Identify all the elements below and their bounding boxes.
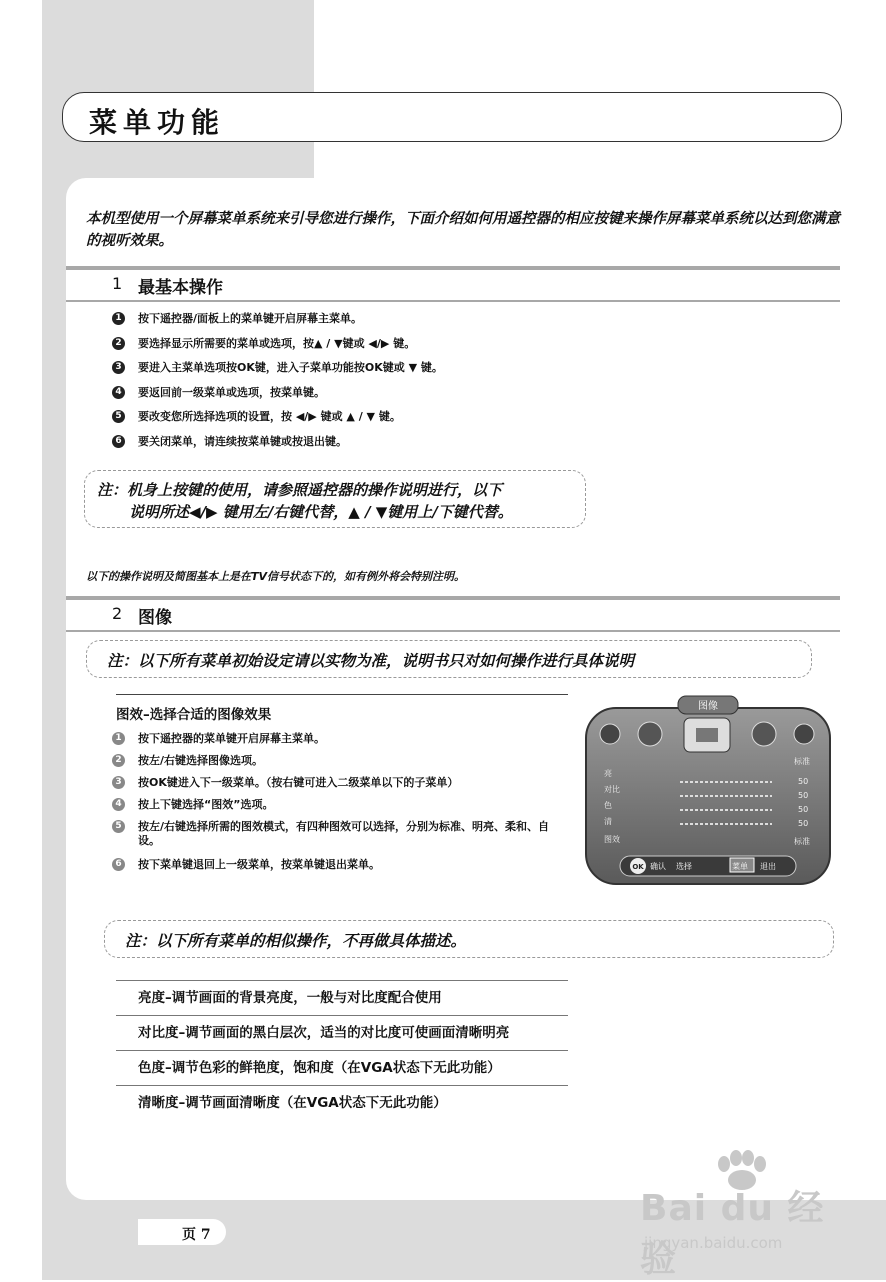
step-text: 要关闭菜单，请连续按菜单键或按退出键。 [138,434,347,448]
step-text: 要进入主菜单选项按OK键，进入子菜单功能按OK键或 ▼ 键。 [138,361,443,374]
note-initial-settings [86,640,812,678]
step-bullet-icon: 2 [112,337,125,350]
step-item [112,798,558,820]
step-bullet-icon: 5 [112,410,125,423]
step-item [112,312,443,337]
tv-menu-header: 图像 [698,701,718,712]
note-line-2: 说明所述◀/▶ 键用左/右键代替，▲ / ▼键用上/下键代替。 [129,503,513,521]
page-number-tab [138,1219,226,1245]
step-bullet-icon: 2 [112,754,125,767]
svg-text:对比: 对比 [604,785,620,794]
effect-steps-list [112,732,558,880]
baidu-watermark [640,1150,840,1280]
step-bullet-icon: 3 [112,361,125,374]
section-2-number: 2 [112,604,123,623]
step-bullet-icon: 5 [112,820,125,833]
step-item [112,361,443,386]
step-text: 按下遥控器的菜单键开启屏幕主菜单。 [138,732,325,745]
section-2-header [66,596,840,632]
step-item [112,386,443,411]
section-1-label: 最基本操作 [138,278,223,298]
step-bullet-icon: 6 [112,435,125,448]
note-initial-settings-text: 注：以下所有菜单初始设定请以实物为准，说明书只对如何操作进行具体说明 [107,651,635,670]
svg-text:选择: 选择 [676,862,692,871]
definition-item: 亮度–调节画面的背景亮度，一般与对比度配合使用 [116,980,568,1015]
effect-subtitle: 图效–选择合适的图像效果 [116,694,568,723]
section-1-number: 1 [112,274,123,293]
step-item [112,858,558,880]
step-text: 按下遥控器/面板上的菜单键开启屏幕主菜单。 [138,312,363,325]
step-bullet-icon: 4 [112,798,125,811]
svg-text:50: 50 [798,805,809,814]
svg-text:色: 色 [604,801,612,810]
svg-text:退出: 退出 [760,862,776,871]
definition-item: 色度–调节色彩的鲜艳度，饱和度（在VGA状态下无此功能） [116,1050,568,1085]
svg-text:OK: OK [632,863,644,871]
svg-text:亮: 亮 [604,769,612,778]
section-1-header [66,266,840,302]
step-bullet-icon: 1 [112,312,125,325]
step-item [112,410,443,435]
svg-text:菜单: 菜单 [732,862,748,871]
step-text: 要改变您所选择选项的设置，按 ◀/▶ 键或 ▲ / ▼ 键。 [138,410,401,423]
page-title: 菜单功能 [89,106,226,139]
definition-item: 对比度–调节画面的黑白层次，适当的对比度可使画面清晰明亮 [116,1015,568,1050]
step-bullet-icon: 1 [112,732,125,745]
step-text: 按上下键选择“图效”选项。 [138,798,274,811]
step-text: 按左/右键选择图像选项。 [138,754,264,767]
note-similar-ops [104,920,834,958]
basic-steps-list [112,312,443,459]
watermark-url: jingyan.baidu.com [644,1234,783,1252]
note-similar-ops-text: 注：以下所有菜单的相似操作，不再做具体描述。 [125,931,467,950]
step-bullet-icon: 3 [112,776,125,789]
svg-text:图效: 图效 [604,835,620,844]
step-bullet-icon: 6 [112,858,125,871]
step-item [112,435,443,460]
note-panel-buttons [84,470,586,528]
step-item [112,337,443,362]
page-title-box [62,92,842,142]
step-item [112,732,558,754]
svg-text:标准: 标准 [794,837,810,846]
intro-text: 本机型使用一个屏幕菜单系统来引导您进行操作，下面介绍如何用遥控器的相应按键来操作屏幕菜单系统以达到您满意的视听效果。 [86,211,840,249]
step-item [112,820,558,858]
definitions-list [116,980,568,1120]
step-text: 按下菜单键退回上一级菜单，按菜单键退出菜单。 [138,858,380,871]
svg-text:确认: 确认 [650,862,666,871]
svg-text:标准: 标准 [794,757,810,766]
svg-text:50: 50 [798,791,809,800]
page-number: 页 7 [182,1227,211,1243]
step-text: 按OK键进入下一级菜单。（按右键可进入二级菜单以下的子菜单） [138,776,459,789]
step-bullet-icon: 4 [112,386,125,399]
svg-text:清: 清 [604,817,612,826]
definition-item: 清晰度–调节画面清晰度（在VGA状态下无此功能） [116,1085,568,1120]
tv-menu-illustration [584,694,832,888]
step-text: 要返回前一级菜单或选项，按菜单键。 [138,385,325,399]
step-item [112,754,558,776]
svg-text:50: 50 [798,819,809,828]
step-text: 要选择显示所需要的菜单或选项，按▲ / ▼键或 ◀/▶ 键。 [138,336,416,350]
section-2-label: 图像 [138,608,172,628]
tv-state-note: 以下的操作说明及简图基本上是在TV信号状态下的，如有例外将会特别注明。 [86,570,466,583]
note-line-1: 注：机身上按键的使用，请参照遥控器的操作说明进行，以下 [97,481,503,499]
svg-text:50: 50 [798,777,809,786]
watermark-brand: Bai du 经验 [640,1188,825,1280]
step-item [112,776,558,798]
step-text: 按左/右键选择所需的图效模式，有四种图效可以选择，分别为标准、明亮、柔和、自设。 [138,820,550,847]
